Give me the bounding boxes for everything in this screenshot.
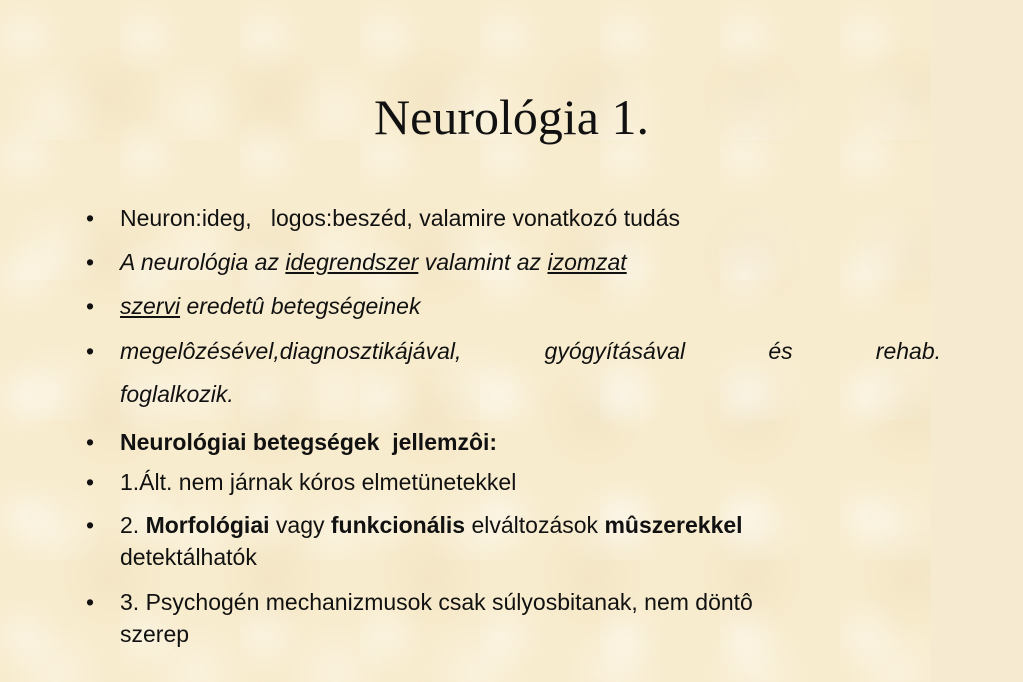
bold-term: funkcionális: [330, 512, 466, 538]
underlined-term: szervi: [120, 293, 181, 319]
bullet-icon: •: [86, 469, 95, 495]
item-text: Neurológiai betegségek jellemzôi:: [120, 429, 498, 455]
list-item: [86, 589, 975, 648]
item-text: 2.: [120, 512, 146, 538]
underlined-term: izomzat: [547, 249, 627, 275]
item-text-continued: szerep: [120, 621, 190, 647]
item-text: 3. Psychogén mechanizmusok csak súlyosbitanak, nem döntô: [120, 589, 753, 615]
list-item: [86, 293, 975, 320]
underlined-term: idegrendszer: [285, 249, 419, 275]
slide-title: Neurológia 1.: [374, 89, 649, 145]
bullet-icon: •: [86, 293, 95, 319]
item-text: eredetû betegségeinek: [180, 293, 421, 319]
item-word: és: [768, 338, 793, 364]
item-text-continued: detektálhatók: [120, 544, 257, 570]
item-text: A neurológia az: [120, 249, 286, 275]
bullet-icon: •: [86, 205, 95, 231]
item-word: megelôzésével,diagnosztikájával,: [120, 338, 462, 364]
bullet-icon: •: [86, 249, 95, 275]
list-item: [86, 205, 975, 232]
bold-term: mûszerekkel: [604, 512, 743, 538]
item-word: rehab.: [875, 338, 941, 364]
bullet-icon: •: [86, 589, 95, 615]
item-text-continued: foglalkozik.: [120, 381, 234, 407]
item-text: 1.Ált. nem járnak kóros elmetünetekkel: [120, 469, 517, 495]
bullet-icon: •: [86, 512, 95, 538]
item-text: Neuron:ideg, logos:beszéd, valamire vonatkozó tudás: [120, 205, 680, 231]
item-text: elváltozások: [465, 512, 605, 538]
justified-line: [120, 338, 941, 365]
item-text: valamint az: [418, 249, 548, 275]
bold-term: Morfológiai: [145, 512, 270, 538]
bullet-icon: •: [86, 429, 95, 455]
list-item: [86, 512, 975, 571]
list-item: [86, 429, 975, 456]
list-item: [86, 338, 941, 408]
bullet-icon: •: [86, 338, 95, 364]
item-text: vagy: [269, 512, 331, 538]
item-word: gyógyításával: [544, 338, 686, 364]
list-item: [86, 249, 975, 276]
list-item: [86, 469, 975, 496]
